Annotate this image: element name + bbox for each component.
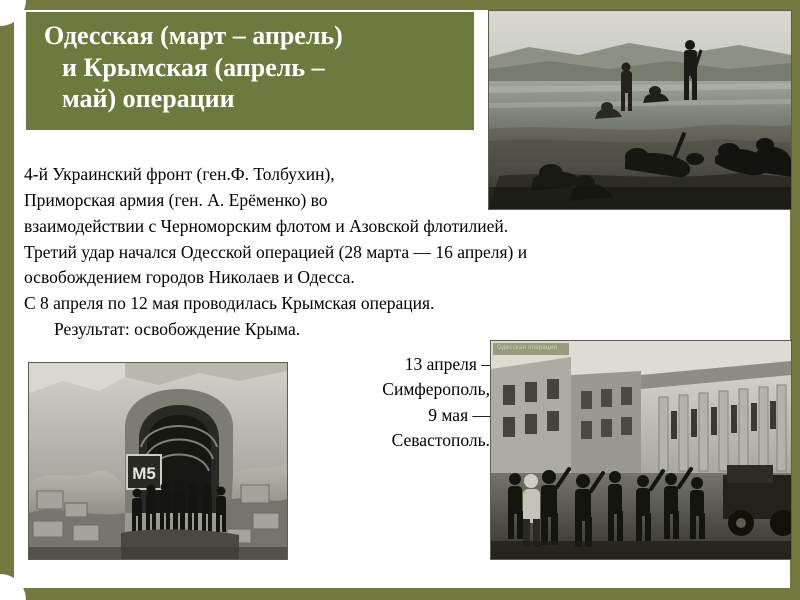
body-line: Приморская армия (ген. А. Ерёменко) во — [24, 189, 328, 210]
decorative-left-border — [0, 0, 14, 600]
decorative-corner-top-left — [0, 0, 26, 26]
body-text-block — [24, 162, 528, 343]
right-note-line: 13 апреля – — [404, 354, 490, 374]
body-line: освобождением городов Николаев и Одесса. — [24, 267, 355, 288]
body-line: 4-й Украинский фронт (ген.Ф. Толбухин), — [24, 164, 335, 184]
decorative-top-border — [0, 0, 800, 10]
title-line-2: и Крымская (апрель – — [62, 52, 325, 82]
page-title — [44, 20, 464, 115]
right-note-line: Севастополь. — [391, 430, 490, 451]
right-note-line: 9 мая — — [428, 404, 490, 425]
body-line: Результат: освобождение Крыма. — [54, 319, 301, 340]
photo-caption: Одесская операция — [497, 345, 558, 351]
body-line: Третий удар начался Одесской операцией (28 марта — 16 апреля) и — [24, 241, 528, 262]
body-line: С 8 апреля по 12 мая проводилась Крымская операция. — [24, 293, 435, 314]
photo-ruins-arch — [28, 362, 288, 560]
title-line-3: май) операции — [62, 84, 235, 114]
right-note-line: Симферополь, — [382, 379, 490, 400]
body-line: взаимодействии с Черноморским флотом и Азовской флотилией. — [24, 215, 509, 236]
decorative-bottom-border — [0, 588, 800, 600]
right-note-block — [300, 352, 490, 454]
svg-text:М5: М5 — [132, 464, 156, 483]
photo-soldiers-shore — [488, 10, 792, 210]
decorative-corner-bottom-left — [0, 574, 26, 600]
title-line-1: Одесская (март – апрель) — [44, 21, 343, 50]
photo-city-street — [490, 340, 792, 560]
slide-title-box — [26, 12, 474, 130]
